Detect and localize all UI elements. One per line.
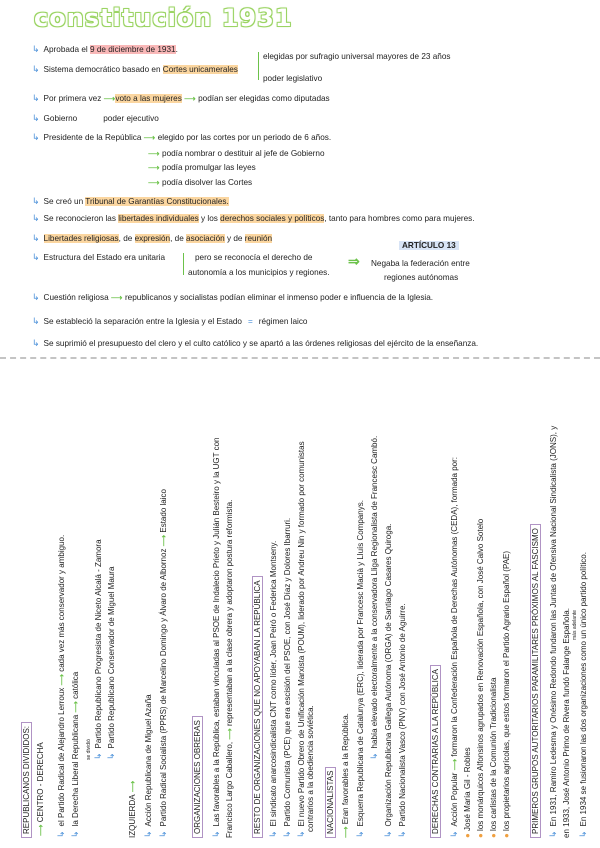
- budget-line: ↳ Se suprimió el presupuesto del clero y el culto católico y se apartó a las órdenes religiosas del ejército de la enseñanza.: [32, 338, 479, 348]
- resto-heading: RESTO DE ORGANIZACIONES QUE NO APOYABAN LA REPÚBLICA: [252, 576, 263, 838]
- structure-line: ↳ Estructura del Estado era unitaria: [32, 252, 166, 262]
- paramilitares-heading: PRIMEROS GRUPOS AUTORITARIOS PARAMILITARES PRÓXIMOS AL FASCISMO: [530, 524, 541, 838]
- system-line: ↳ Sistema democrático basado en Cortes unicamerales: [32, 64, 238, 74]
- gov-line: ↳ Gobierno poder ejecutivo: [32, 113, 159, 123]
- divider: [0, 357, 600, 359]
- cortes-elected: elegidas por sufragio universal mayores de 23 años: [263, 52, 451, 61]
- approval-line: ↳ Aprobada el 9 de diciembre de 1931.: [32, 44, 178, 54]
- tribunal-line: ↳ Se creó un Tribunal de Garantías Constitucionales.: [32, 196, 229, 206]
- rights-line: ↳ Se reconocieron las libertades individuales y los derechos sociales y políticos, tanto para hombres como para mujeres.: [32, 213, 475, 223]
- obreras-heading: ORGANIZACIONES OBRERAS: [192, 716, 203, 838]
- derechas-heading: DERECHAS CONTRARIAS A LA REPÚBLICA: [430, 665, 441, 838]
- liberties-line: ↳ Libertades religiosas, de expresión, de asociación y de reunión: [32, 233, 273, 243]
- article-13-badge: ARTÍCULO 13: [399, 241, 459, 250]
- president-line: ↳ Presidente de la República ⟶ elegido por las cortes por un periodo de 6 años.: [32, 132, 332, 142]
- republicanos-heading: REPUBLICANOS DIVIDIDOS:: [21, 722, 32, 838]
- religion-line: ↳ Cuestión religiosa ⟶ republicanos y socialistas podían eliminar el inmenso poder e influencia de la Iglesia.: [32, 292, 434, 302]
- cortes-legislative: poder legislativo: [263, 74, 323, 83]
- separation-line: ↳ Se estableció la separación entre la Iglesia y el Estado = régimen laico: [32, 316, 308, 326]
- implies-arrow: ⇒: [348, 253, 360, 269]
- nacionalistas-heading: NACIONALISTAS: [325, 767, 336, 838]
- page-title: constitución 1931: [34, 4, 293, 32]
- women-line: ↳ Por primera vez ⟶voto a las mujeres ⟶ podían ser elegidas como diputadas: [32, 93, 330, 103]
